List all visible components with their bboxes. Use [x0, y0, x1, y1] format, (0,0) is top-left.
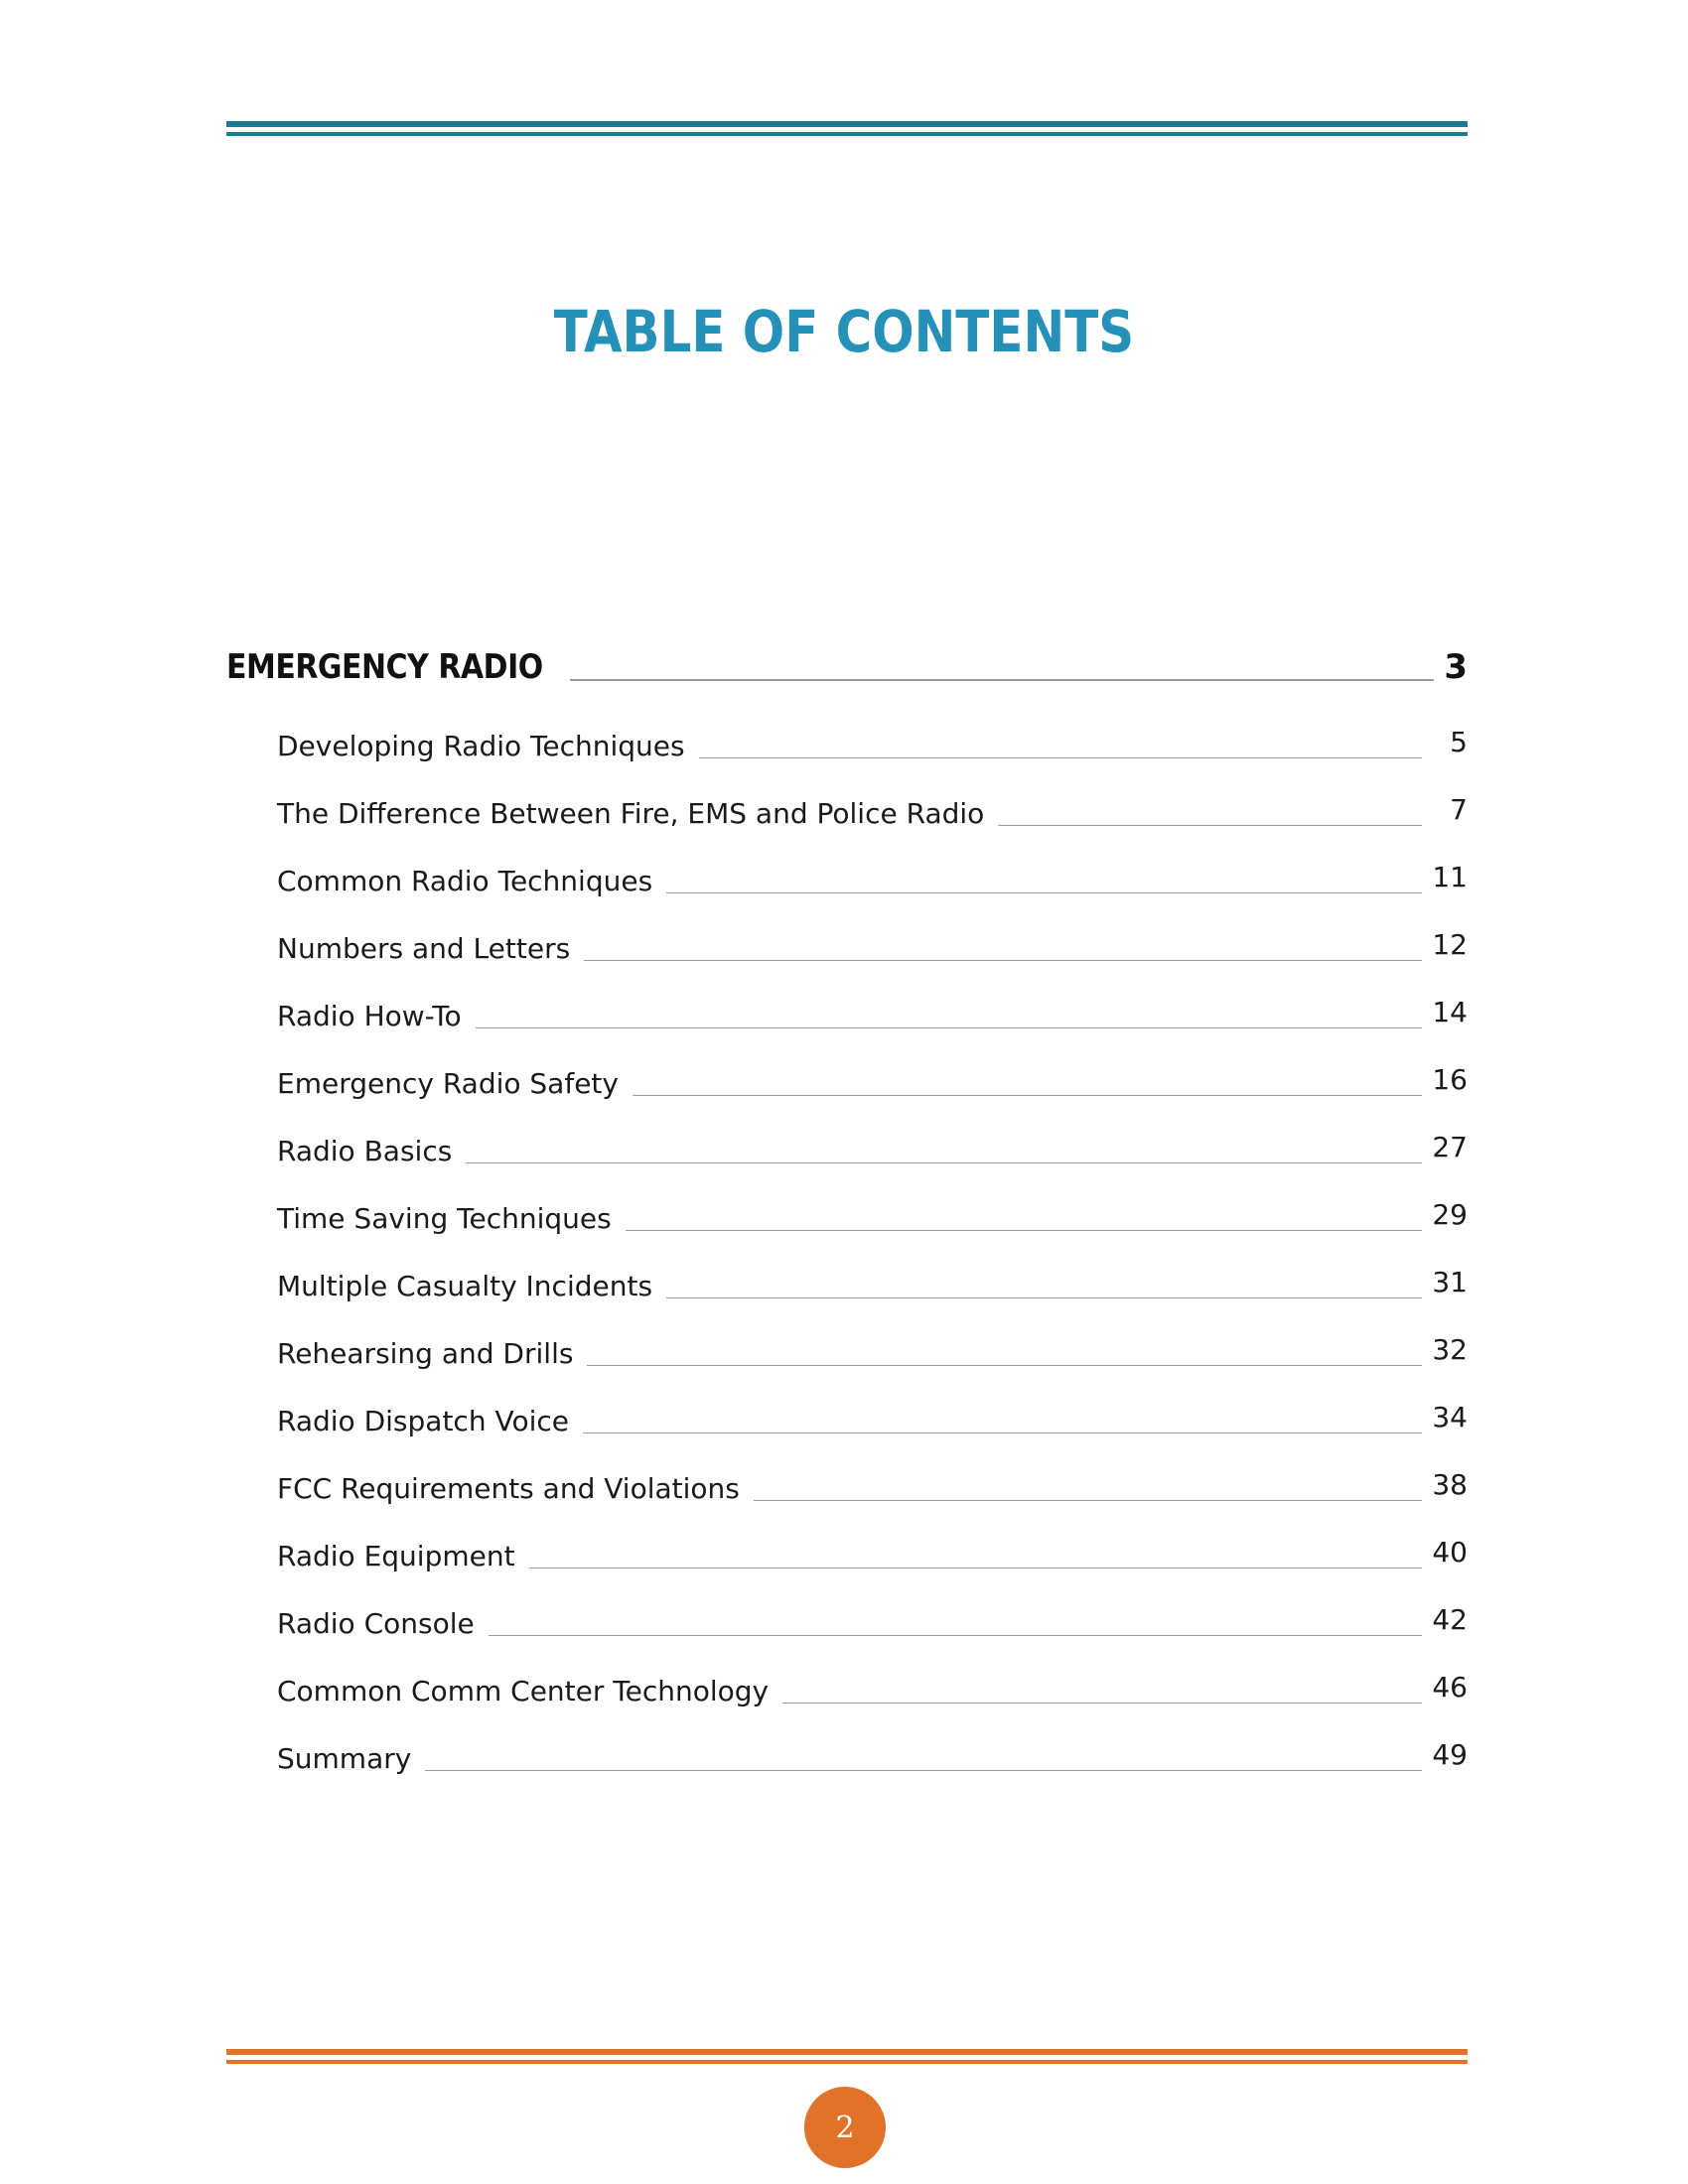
footer-rule	[226, 2049, 1468, 2069]
toc-entry-title: Summary	[277, 1742, 412, 1775]
toc-entry-title: Common Radio Techniques	[277, 865, 653, 897]
toc-entry-title: Radio Equipment	[277, 1540, 515, 1572]
toc-leader-line	[782, 1703, 1422, 1704]
toc-entry[interactable]	[226, 1513, 1468, 1580]
toc-entry-title: Numbers and Letters	[277, 932, 571, 965]
toc-leader-line	[489, 1635, 1422, 1636]
toc-leader-line	[587, 1365, 1422, 1366]
toc-section-emergency-radio[interactable]	[226, 635, 1468, 687]
header-rule	[226, 121, 1468, 141]
toc-leader-line	[666, 1297, 1422, 1298]
header-rule-thin	[226, 132, 1468, 136]
toc-leader-line	[466, 1162, 1422, 1163]
toc-entry[interactable]	[226, 1108, 1468, 1175]
toc-entry[interactable]	[226, 1175, 1468, 1243]
toc-entry-page: 31	[1432, 1266, 1468, 1298]
toc-leader-line	[476, 1027, 1422, 1028]
toc-leader-line	[570, 679, 1434, 681]
toc-entry-title: Radio Console	[277, 1607, 475, 1640]
toc-entry-title: The Difference Between Fire, EMS and Police Radio	[277, 797, 985, 830]
page-number-badge: 2	[804, 2087, 886, 2168]
toc-entry[interactable]	[226, 973, 1468, 1040]
toc-entry[interactable]	[226, 838, 1468, 905]
toc-entry-page: 7	[1450, 793, 1468, 826]
footer-rule-thin	[226, 2060, 1468, 2064]
toc-entry-title: Multiple Casualty Incidents	[277, 1270, 653, 1302]
toc-entry-page: 49	[1432, 1738, 1468, 1771]
toc-entry-page: 12	[1432, 928, 1468, 961]
toc-section-page: 3	[1444, 647, 1468, 687]
toc-entry[interactable]	[226, 905, 1468, 973]
toc-entry-title: Radio How-To	[277, 1000, 462, 1032]
toc-entry-page: 34	[1432, 1401, 1468, 1433]
toc-leader-line	[998, 825, 1422, 826]
toc-entry-title: FCC Requirements and Violations	[277, 1472, 740, 1505]
toc-leader-line	[529, 1568, 1422, 1569]
toc-leader-line	[425, 1770, 1422, 1771]
toc-entry-page: 40	[1432, 1536, 1468, 1569]
toc-entry-page: 32	[1432, 1333, 1468, 1366]
toc-entry-page: 29	[1432, 1198, 1468, 1231]
toc-entry[interactable]	[226, 770, 1468, 838]
toc-entry-page: 16	[1432, 1063, 1468, 1096]
table-of-contents	[226, 635, 1468, 1783]
toc-entry-page: 46	[1432, 1671, 1468, 1704]
toc-entry-title: Rehearsing and Drills	[277, 1337, 574, 1370]
toc-entry-title: Time Saving Techniques	[277, 1202, 612, 1235]
toc-entry[interactable]	[226, 1648, 1468, 1715]
toc-entry[interactable]	[226, 1715, 1468, 1783]
toc-entry-page: 11	[1432, 861, 1468, 893]
toc-entry-title: Common Comm Center Technology	[277, 1675, 770, 1707]
footer-rule-thick	[226, 2049, 1468, 2055]
header-rule-thick	[226, 121, 1468, 127]
toc-entry[interactable]	[226, 1580, 1468, 1648]
toc-section-title: EMERGENCY RADIO	[226, 647, 543, 687]
toc-entry[interactable]	[226, 703, 1468, 770]
toc-entry-title: Developing Radio Techniques	[277, 730, 685, 762]
toc-entry-page: 42	[1432, 1603, 1468, 1636]
toc-leader-line	[584, 960, 1422, 961]
toc-leader-line	[754, 1500, 1422, 1501]
toc-entry[interactable]	[226, 1040, 1468, 1108]
toc-entry-title: Radio Dispatch Voice	[277, 1405, 569, 1437]
toc-entry-page: 27	[1432, 1131, 1468, 1163]
toc-entry[interactable]	[226, 1243, 1468, 1310]
toc-leader-line	[633, 1095, 1422, 1096]
toc-leader-line	[626, 1230, 1422, 1231]
toc-leader-line	[699, 757, 1422, 758]
toc-entry-title: Radio Basics	[277, 1135, 453, 1167]
page-title: TABLE OF CONTENTS	[553, 298, 1135, 365]
toc-entry[interactable]	[226, 1310, 1468, 1378]
toc-leader-line	[666, 892, 1422, 893]
toc-entry-page: 38	[1432, 1468, 1468, 1501]
toc-entry-page: 14	[1432, 996, 1468, 1028]
toc-entry-page: 5	[1450, 726, 1468, 758]
toc-entry[interactable]	[226, 1378, 1468, 1445]
toc-entry-title: Emergency Radio Safety	[277, 1067, 619, 1100]
toc-entry[interactable]	[226, 1445, 1468, 1513]
